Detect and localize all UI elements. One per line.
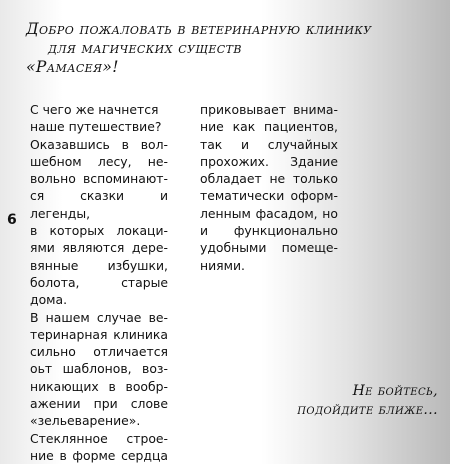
body-text-line: шебном лесу, не- [30, 153, 168, 169]
body-text-line: в которых локаци- [30, 223, 168, 239]
text-column-1 [30, 101, 168, 464]
footer-line-2: подойдите ближе... [297, 402, 438, 418]
footer-line-1: Не бойтесь, [352, 383, 438, 399]
body-text-line: оьт шаблонов, воз- [30, 361, 168, 377]
body-text-line: ажении при слове [30, 396, 168, 412]
body-text-line: Стеклянное строе- [30, 430, 168, 446]
body-text-line: прохожих. Здание [200, 153, 338, 169]
body-text-line: приковывает внима- [200, 102, 338, 117]
body-text-line: ями являются дере- [30, 240, 168, 256]
body-text-line: наше путешествие? [30, 119, 162, 135]
body-text-line: ние в форме сердца [30, 447, 168, 463]
page-number: 6 [7, 212, 17, 228]
body-text-line: ниями. [200, 257, 245, 273]
body-text-line: Оказавшись в вол- [30, 136, 168, 152]
body-text-line: теринарная клиника [30, 326, 168, 342]
page-title [26, 20, 426, 77]
body-text-line: тематически оформ- [200, 188, 338, 204]
text-column-2 [200, 101, 338, 274]
body-text-line: ние как пациентов, [200, 119, 338, 135]
body-text-line: так и случайных [200, 136, 338, 152]
title-line-2: для магических существ [48, 39, 242, 57]
body-text-line: и функционально [200, 223, 338, 239]
body-text-line: вянные избушки, [30, 257, 168, 273]
body-text-line: болота, старые дома. [30, 274, 168, 308]
body-text-line: вольно вспоминают- [30, 171, 168, 187]
body-text-line: сильно отличается [30, 344, 168, 360]
body-text-line: «зельеварение». [30, 413, 141, 429]
body-text-line: обладает не только [200, 171, 338, 187]
body-text-line: ся сказки и легенды, [30, 188, 168, 221]
body-text-line: удобными помеще- [200, 240, 338, 256]
body-text-line: В нашем случае ве- [30, 309, 168, 325]
title-line-1: Добро пожаловать в ветеринарную клинику [26, 20, 372, 38]
footer-caption [297, 382, 438, 420]
body-text-line: С чего же начнется [30, 102, 159, 117]
body-text-line: ленным фасадом, но [200, 205, 338, 221]
title-line-3: «Рамасея»! [26, 58, 119, 76]
body-text-line: никающих в вообр- [30, 378, 168, 394]
